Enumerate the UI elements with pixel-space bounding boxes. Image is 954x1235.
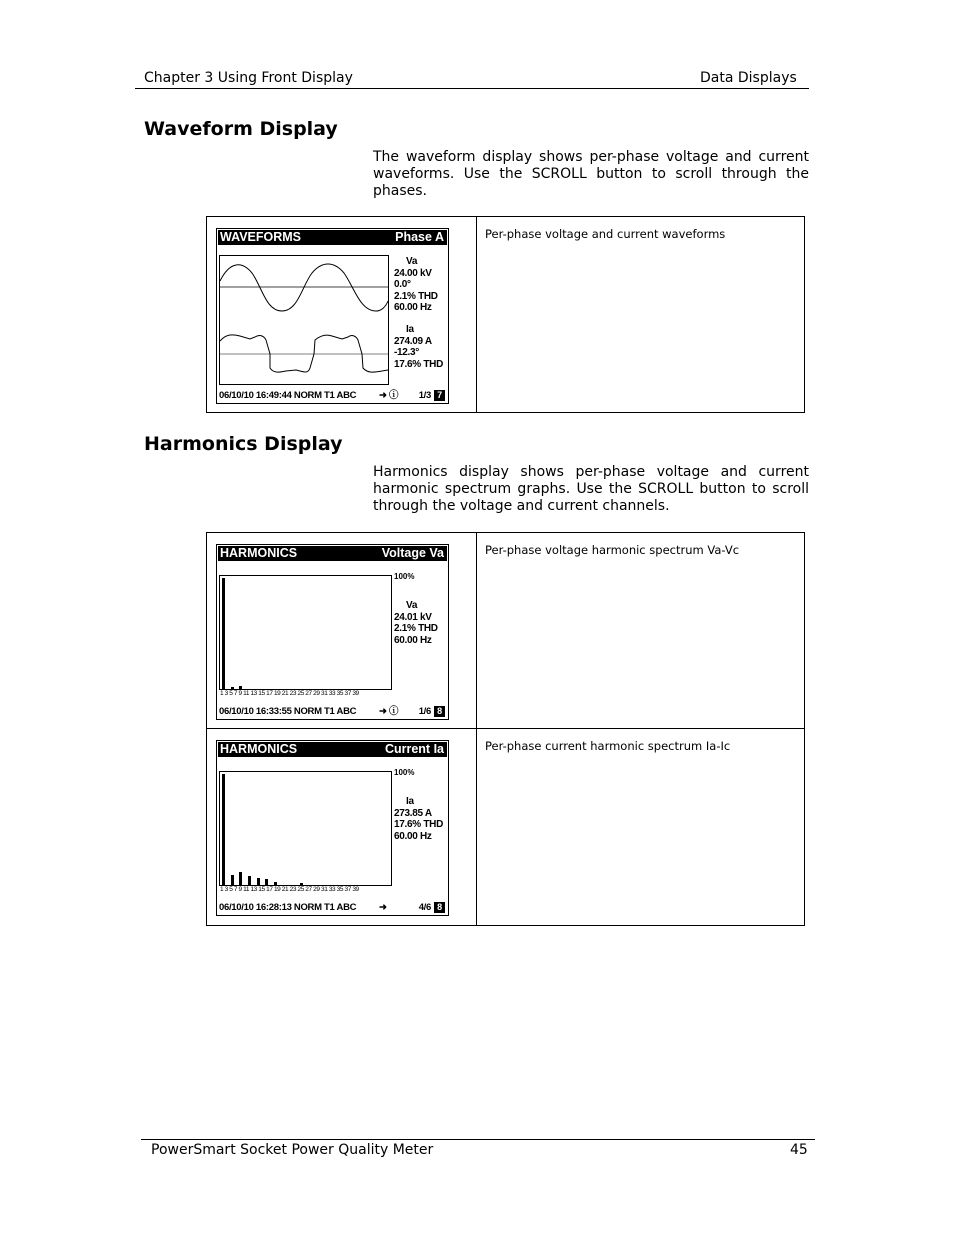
page-number: 45 [790,1142,808,1158]
voltage-waveform [220,264,388,311]
current-harmonics-caption: Per-phase current harmonic spectrum Ia-Ic [477,729,805,926]
harmonics-heading: Harmonics Display [144,433,343,455]
header-rule [135,88,809,89]
voltage-frequency: 60.00 Hz [394,635,432,646]
current-value: 273.85 A [394,808,432,819]
voltage-frequency: 60.00 Hz [394,302,432,313]
harmonic-order-ticks: 1 3 5 7 9 11 13 15 17 19 21 23 25 27 29 31 33 35 37 39 [220,690,359,697]
current-value: 274.09 A [394,336,432,347]
voltage-angle: 0.0° [394,279,411,290]
lcd-subtitle: Phase A [395,230,444,244]
harmonic-bar-11 [265,879,268,885]
current-waveform [220,335,388,372]
lcd-title: WAVEFORMS [220,230,302,244]
voltage-value: 24.00 kV [394,268,432,279]
current-thd: 17.6% THD [394,819,443,830]
current-harmonics-image-cell [207,729,477,926]
harmonic-bar-19 [300,883,303,885]
harmonics-body: Harmonics display shows per-phase voltage and current harmonic spectrum graphs. Use the SCROLL button to scroll through the voltage and current channels. [373,464,809,514]
voltage-label: Va [406,600,418,611]
lcd-status-bar [219,705,446,718]
arrow-info-icons: ➜ ⓘ [379,390,399,401]
waveform-image-cell [207,217,477,413]
harmonic-bar-3 [231,687,234,689]
waveform-graph [220,256,388,384]
arrow-info-icons: ➜ ⓘ [379,706,399,717]
status-text: 06/10/10 16:49:44 NORM T1 ABC [219,390,357,401]
current-label: Ia [406,796,414,807]
footer-rule [141,1139,815,1140]
waveform-lcd-screen [216,228,449,404]
lcd-title-bar [218,742,447,757]
harmonic-bar-5 [239,872,242,885]
current-spectrum-plot [219,771,392,886]
page-indicator: 1/6 [418,706,431,717]
harmonic-bar-5 [239,686,242,689]
waveform-caption: Per-phase voltage and current waveforms [477,217,805,413]
current-label: Ia [406,324,414,335]
harmonic-bar-13 [274,882,277,885]
harmonic-bar-7 [248,876,251,885]
current-angle: -12.3° [394,347,419,358]
header-section: Data Displays [700,70,797,86]
voltage-label: Va [406,256,418,267]
harmonic-bar-1 [222,578,225,689]
status-text: 06/10/10 16:28:13 NORM T1 ABC [219,902,357,913]
lcd-status-bar [219,389,446,402]
harmonic-order-ticks: 1 3 5 7 9 11 13 15 17 19 21 23 25 27 29 31 33 35 37 39 [220,886,359,893]
voltage-harmonics-image-cell [207,533,477,729]
screen-number-badge: 8 [434,706,445,717]
current-frequency: 60.00 Hz [394,831,432,842]
voltage-spectrum-graph [220,576,391,689]
waveform-figure-table [206,216,805,413]
arrow-icon: ➜ [379,902,387,913]
harmonic-bar-1 [222,774,225,885]
voltage-harmonics-lcd-screen [216,544,449,720]
voltage-harmonics-caption: Per-phase voltage harmonic spectrum Va-Vc [477,533,805,729]
waveform-heading: Waveform Display [144,118,338,140]
current-spectrum-graph [220,772,391,885]
waveform-plot [219,255,389,385]
lcd-title: HARMONICS [220,742,298,756]
waveform-body: The waveform display shows per-phase voltage and current waveforms. Use the SCROLL button to scroll through the phases. [373,149,809,199]
harmonic-bar-9 [257,878,260,885]
scale-label: 100% [394,768,415,777]
harmonics-figure-table [206,532,805,926]
current-thd: 17.6% THD [394,359,443,370]
screen-number-badge: 8 [434,902,445,913]
footer-title: PowerSmart Socket Power Quality Meter [151,1142,434,1158]
current-harmonics-lcd-screen [216,740,449,916]
voltage-value: 24.01 kV [394,612,432,623]
lcd-title-bar [218,546,447,561]
lcd-title: HARMONICS [220,546,298,560]
page-indicator: 4/6 [418,902,431,913]
harmonic-bar-3 [231,875,234,885]
page-indicator: 1/3 [418,390,431,401]
screen-number-badge: 7 [434,390,445,401]
voltage-thd: 2.1% THD [394,623,438,634]
voltage-spectrum-plot [219,575,392,690]
lcd-subtitle: Current Ia [384,742,444,756]
lcd-status-bar [219,901,446,914]
voltage-thd: 2.1% THD [394,291,438,302]
scale-label: 100% [394,572,415,581]
status-text: 06/10/10 16:33:55 NORM T1 ABC [219,706,357,717]
lcd-subtitle: Voltage Va [381,546,444,560]
header-chapter: Chapter 3 Using Front Display [144,70,353,86]
lcd-title-bar [218,230,447,245]
